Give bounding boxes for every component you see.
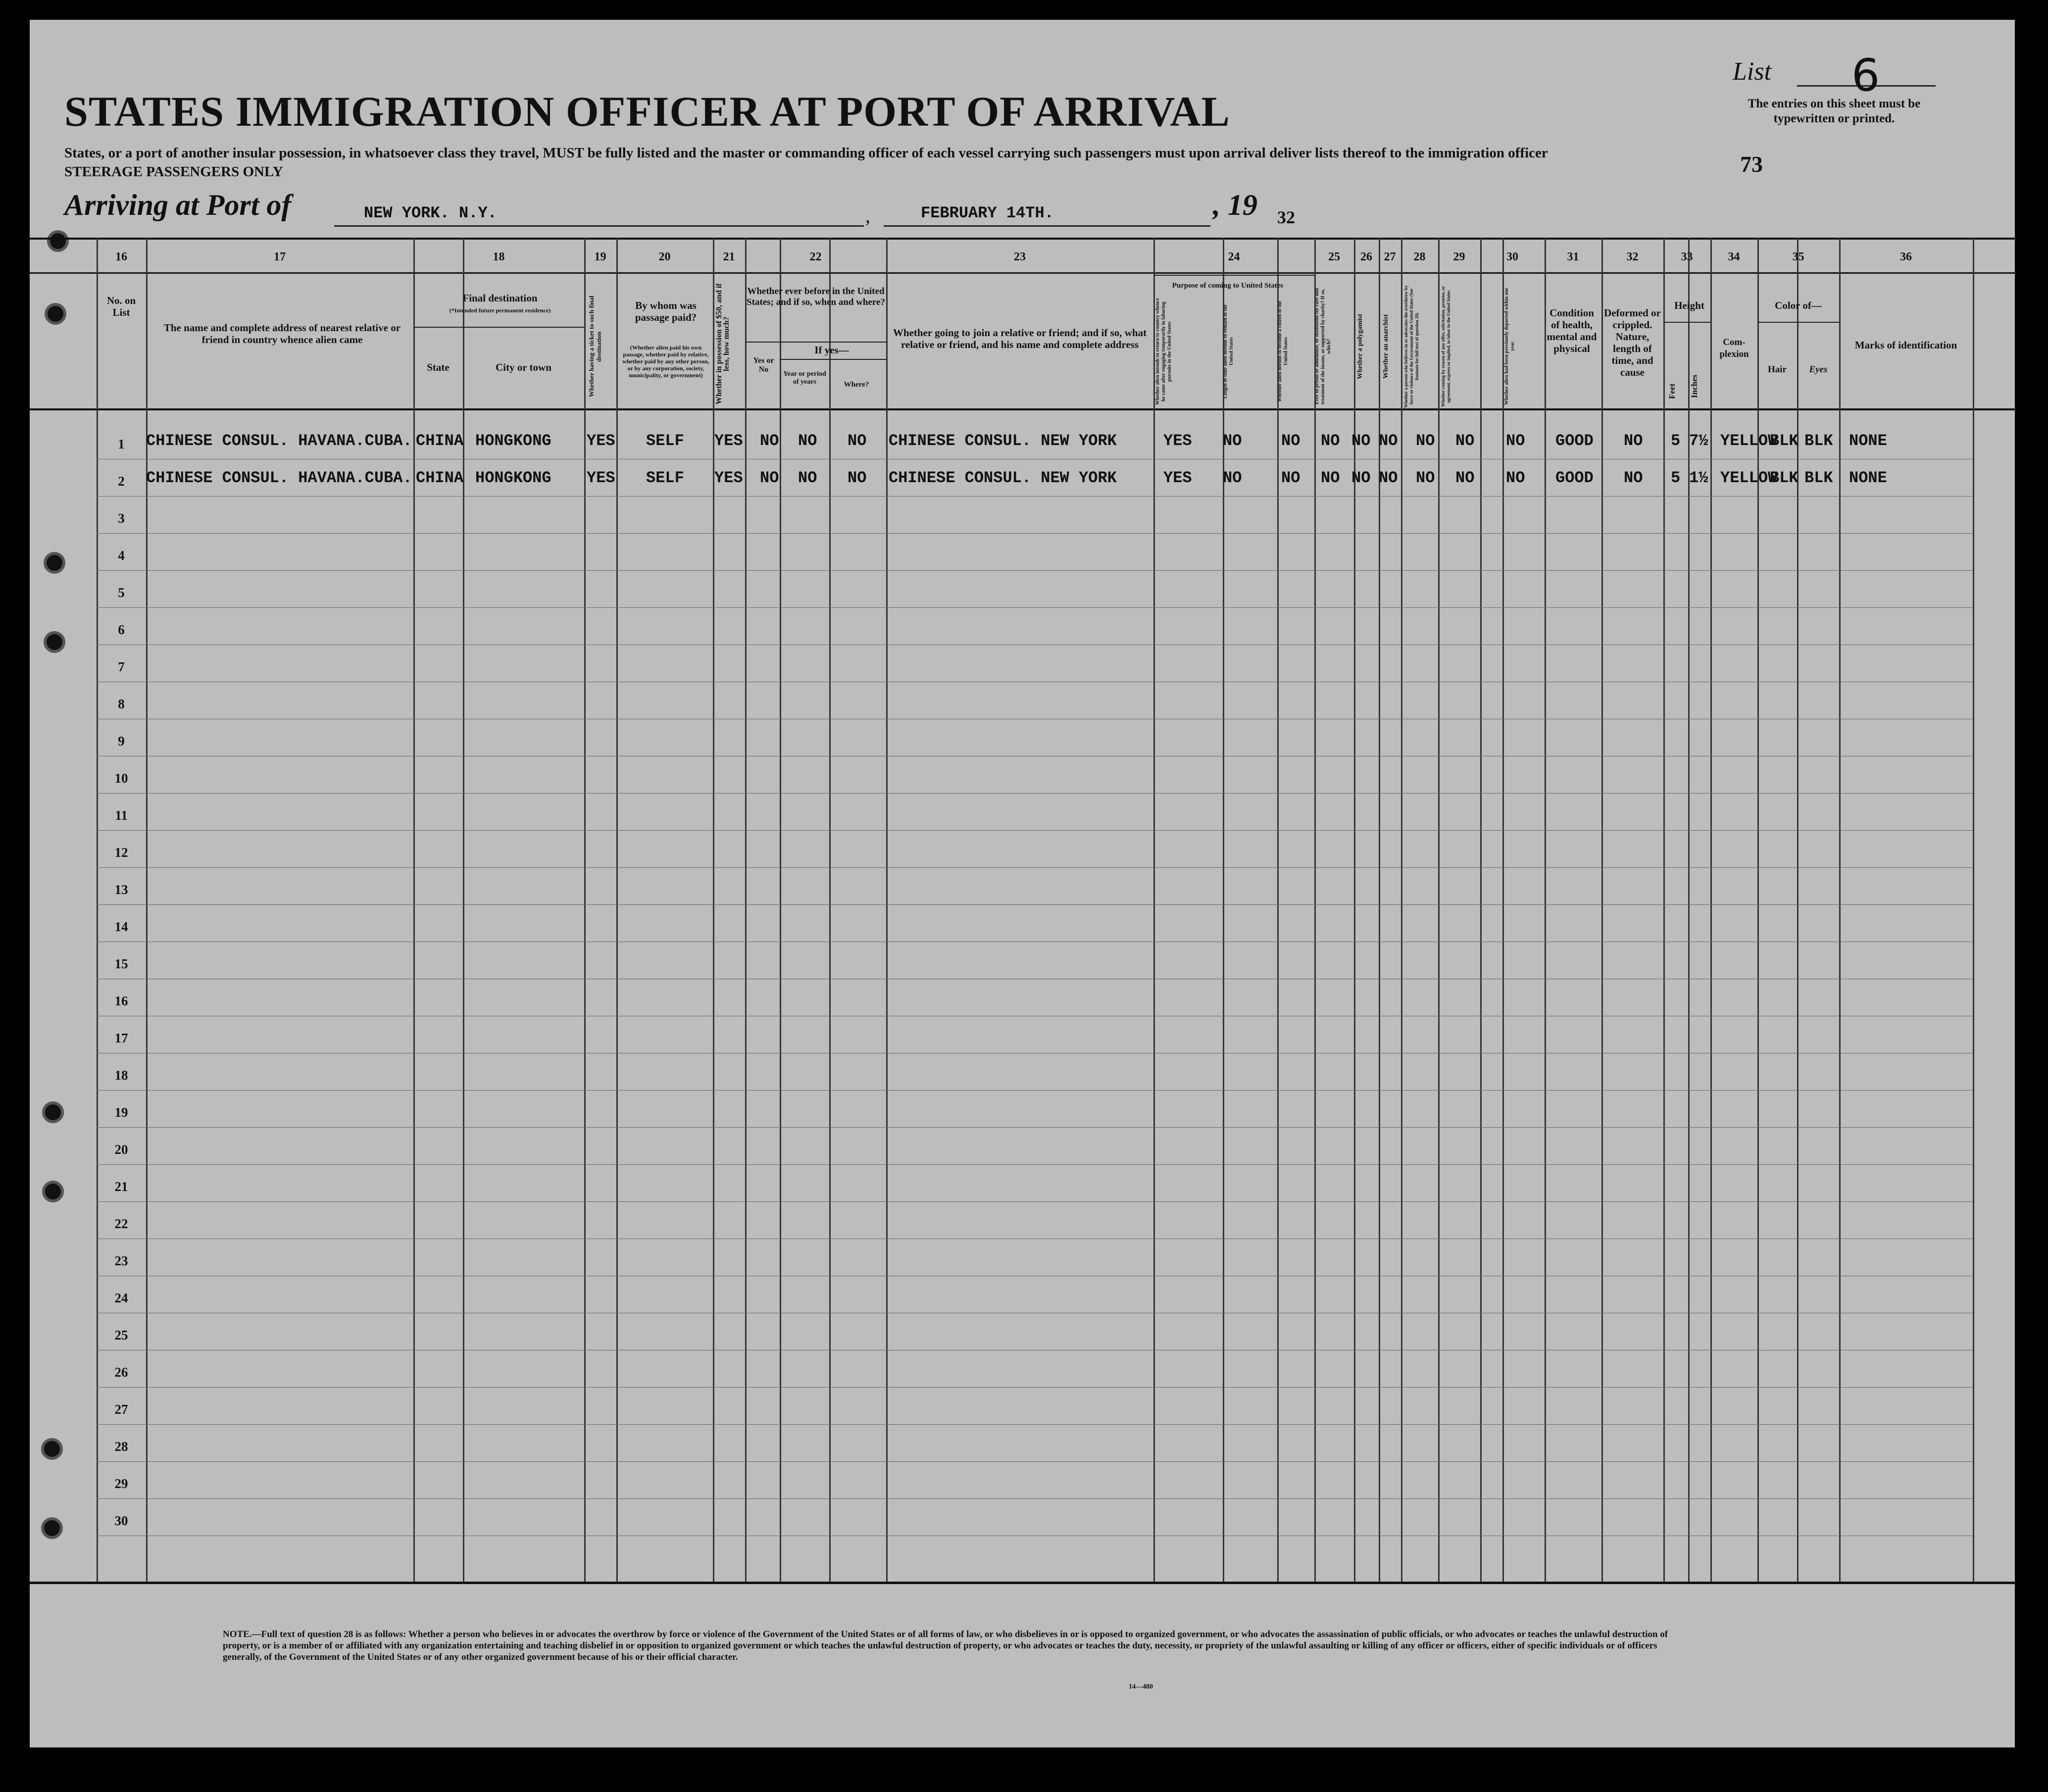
hdr-ticket: Whether having a ticket to such final destination	[588, 296, 602, 398]
column-rule	[745, 238, 747, 1582]
row-number: 23	[114, 1253, 128, 1268]
row-rule	[97, 1164, 1973, 1165]
hdr-final-destination: Final destination	[462, 292, 538, 304]
instructions-line-1: States, or a port of another insular possession, in whatsoever class they travel, MUST be fully listed and the master or commanding officer of each vessel carrying such passengers must upon arrival deliver lists thereof to the immigration officer	[64, 145, 1548, 161]
cell-marks: NONE	[1849, 432, 1887, 450]
column-number: 28	[1413, 250, 1426, 263]
column-rule	[1663, 238, 1665, 1582]
column-rule	[1153, 238, 1155, 1582]
row-rule	[97, 1201, 1973, 1202]
cell-hair: BLK	[1770, 469, 1798, 487]
row-number: 28	[114, 1439, 128, 1454]
row-number: 11	[115, 808, 128, 823]
column-rule	[1314, 238, 1316, 1582]
hdr-inches: Inches	[1690, 374, 1699, 398]
list-number: 6	[1851, 50, 1880, 101]
row-rule	[97, 830, 1973, 831]
hdr-overthrow: Whether a person who believes in or advocates the overthrow by force or violence of the Government of the United States (See footnote for full text of question 28)	[1403, 285, 1419, 408]
row-number: 15	[114, 956, 128, 971]
cell-health: GOOD	[1555, 469, 1594, 487]
row-number: 6	[118, 622, 125, 637]
cell-complexion: YELLOW	[1720, 432, 1778, 450]
hdr-purpose-return: Whether alien intends to return to country whence he came after engaging temporarily in laboring pursuits in the United States	[1155, 298, 1172, 405]
cell-deported: NO	[1506, 432, 1525, 450]
row-number: 30	[114, 1513, 128, 1528]
column-rule	[413, 238, 415, 1582]
row-rule	[97, 607, 1973, 608]
column-number: 26	[1360, 250, 1372, 263]
hdr-passage-note: (Whether alien paid his own passage, whether paid by relative, whether paid by any other person, or by any corporation, society, municipality, or government)	[622, 344, 709, 379]
row-number: 8	[118, 697, 125, 711]
header-rule-2	[30, 408, 2015, 410]
row-number: 16	[114, 994, 128, 1008]
column-rule	[1480, 238, 1482, 1582]
cell-city: HONGKONG	[475, 432, 551, 450]
form-title: STATES IMMIGRATION OFFICER AT PORT OF ARRIVAL	[64, 88, 1230, 135]
cell-nearest-relative: CHINESE CONSUL. HAVANA.CUBA.	[146, 432, 412, 450]
column-number: 35	[1792, 250, 1804, 263]
column-rule	[1973, 238, 1974, 1582]
cell-deformed: NO	[1624, 432, 1643, 450]
cell-overthrow: NO	[1416, 469, 1435, 487]
column-number: 29	[1453, 250, 1465, 263]
column-number: 25	[1328, 250, 1340, 263]
hdr-year-period: Year or period of years	[783, 370, 826, 386]
hdr-nearest-relative: The name and complete address of nearest relative or friend in country whence alien came	[163, 322, 401, 346]
list-label: List	[1733, 57, 1772, 86]
column-rule	[1839, 238, 1841, 1582]
cell-eyes: BLK	[1804, 469, 1833, 487]
cell-contract: NO	[1455, 432, 1475, 450]
hdr-intended-residence: (*Intended future permanent residence)	[449, 307, 551, 314]
arriving-label: Arriving at Port of	[64, 189, 292, 221]
hdr-feet: Feet	[1667, 383, 1677, 399]
row-number: 12	[114, 845, 128, 860]
cell-purpose-return: YES	[1163, 469, 1192, 487]
row-rule	[97, 533, 1973, 534]
column-rule	[1438, 238, 1440, 1582]
cell-health: GOOD	[1555, 432, 1594, 450]
row-number: 7	[118, 659, 125, 674]
year-suffix: 32	[1277, 207, 1295, 227]
row-number: 9	[118, 734, 125, 748]
hdr-yes-or-no: Yes or No	[753, 356, 774, 374]
cell-anarchist: NO	[1379, 432, 1398, 450]
date-underline	[884, 225, 1210, 227]
row-rule	[97, 1387, 1973, 1388]
cell-citizen: NO	[1281, 469, 1300, 487]
row-number: 25	[114, 1328, 128, 1343]
row-number: 21	[114, 1179, 128, 1194]
hdr-purpose-length: Length of time alien intends to remain in the United States	[1223, 304, 1234, 398]
port-underline	[334, 225, 864, 227]
column-rule	[1502, 238, 1504, 1582]
row-number: 2	[118, 474, 125, 489]
cell-state: CHINA	[416, 469, 464, 487]
column-rule	[780, 238, 781, 1582]
column-number: 30	[1506, 250, 1518, 263]
row-rule	[97, 904, 1973, 905]
cell-complexion: YELLOW	[1720, 469, 1778, 487]
column-number: 24	[1228, 250, 1240, 263]
column-number: 20	[658, 250, 671, 263]
cell-inches: 1½	[1689, 469, 1708, 487]
cell-deformed: NO	[1624, 469, 1643, 487]
row-number: 10	[114, 771, 128, 786]
column-rule	[1601, 238, 1603, 1582]
subheader-rule	[1757, 322, 1839, 323]
hdr-deported: Whether alien had been previously deported within one year	[1504, 288, 1515, 405]
hdr-state: State	[427, 361, 450, 373]
cell-fifty-dollars: YES	[714, 469, 743, 487]
hdr-deformed: Deformed or crippled. Nature, length of time, and cause	[1604, 307, 1661, 378]
cell-citizen: NO	[1281, 432, 1300, 450]
form-number: 14—480	[1129, 1683, 1153, 1691]
hdr-anarchist: Whether an anarchist	[1382, 314, 1390, 379]
row-number: 1	[118, 437, 125, 451]
row-rule	[97, 1498, 1973, 1499]
column-number: 21	[723, 250, 735, 263]
cell-year: NO	[798, 432, 817, 450]
row-number: 18	[114, 1068, 128, 1083]
instructions	[64, 144, 1639, 181]
year-prefix: , 19	[1213, 189, 1257, 221]
column-rule	[1401, 238, 1402, 1582]
column-number: 34	[1728, 250, 1740, 263]
subheader-rule	[1153, 275, 1314, 276]
subheader-rule	[413, 327, 584, 328]
column-rule	[829, 238, 831, 1582]
row-rule	[97, 1090, 1973, 1091]
column-number: 27	[1384, 250, 1396, 263]
column-rule	[97, 238, 98, 1582]
cell-where: NO	[848, 469, 867, 487]
column-number: 36	[1900, 250, 1912, 263]
cell-eyes: BLK	[1804, 432, 1833, 450]
cell-length: NO	[1223, 469, 1242, 487]
hdr-contract: Whether coming by reason of any offer, solicitation, promise, or agreement, express or implied, to labor in the United States	[1441, 286, 1451, 407]
cell-prison: NO	[1321, 469, 1340, 487]
row-number: 29	[114, 1476, 128, 1491]
hdr-purpose: Purpose of coming to United States	[1172, 282, 1284, 290]
cell-nearest-relative: CHINESE CONSUL. HAVANA.CUBA.	[146, 469, 412, 487]
column-rule	[584, 238, 586, 1582]
hdr-color-of: Color of—	[1775, 299, 1822, 311]
row-rule	[97, 1127, 1973, 1128]
cell-ever-before: NO	[760, 469, 779, 487]
hdr-prison: Ever in prison or almshouse, or institution for care and treatment of the insane, or supported by charity? If so, which?	[1314, 288, 1332, 405]
cell-ticket: YES	[587, 469, 615, 487]
row-number: 3	[118, 511, 125, 526]
hdr-eyes: Eyes	[1809, 364, 1828, 375]
cell-ticket: YES	[587, 432, 615, 450]
cell-joining: CHINESE CONSUL. NEW YORK	[889, 432, 1117, 450]
cell-polygamist: NO	[1351, 432, 1371, 450]
column-rule	[1545, 238, 1546, 1582]
header-rule-1	[30, 272, 2015, 274]
cell-hair: BLK	[1770, 432, 1798, 450]
cell-paid-by: SELF	[646, 469, 684, 487]
column-rule	[886, 238, 888, 1582]
cell-ever-before: NO	[760, 432, 779, 450]
hdr-marks: Marks of identification	[1854, 339, 1957, 351]
hdr-passage-paid: By whom was passage paid?	[635, 299, 697, 323]
table-bottom-rule	[30, 1582, 2015, 1584]
footnote: NOTE.—Full text of question 28 is as follows: Whether a person who believes in or advocates the overthrow by force or violence of the Government of the United States or of all forms of law, or who disbelieves in or is opposed to organized government, or who advocates the assassination of public officials, or who advocates or teaches the unlawful destruction of property, or is a member of or affiliated with any organization entertaining and teaching disbelief in or opposition to organized government or which teaches the unlawful destruction of property, or who advocates or teaches the duty, necessity, or propriety of the unlawful assaulting or killing of any officer or officers, either of specific individuals or of officers generally, of the Government of the United States or of any other organized government because of his or their official character.	[223, 1629, 1668, 1662]
subheader-rule	[745, 342, 886, 343]
column-rule	[1710, 238, 1712, 1582]
row-number: 14	[114, 919, 128, 934]
cell-length: NO	[1223, 432, 1242, 450]
cell-prison: NO	[1321, 432, 1340, 450]
row-rule	[97, 867, 1973, 868]
cell-fifty-dollars: YES	[714, 432, 743, 450]
cell-contract: NO	[1455, 469, 1475, 487]
column-number: 17	[274, 250, 286, 263]
cell-city: HONGKONG	[475, 469, 551, 487]
cell-feet: 5	[1671, 432, 1681, 450]
hdr-city: City or town	[496, 361, 551, 373]
row-number: 20	[114, 1142, 128, 1157]
hdr-join-relative: Whether going to join a relative or friend; and if so, what relative or friend, and his name and complete address	[893, 327, 1147, 350]
cell-polygamist: NO	[1351, 469, 1371, 487]
hdr-polygamist: Whether a polygamist	[1356, 314, 1364, 379]
cell-overthrow: NO	[1416, 432, 1435, 450]
column-number: 23	[1014, 250, 1026, 263]
hdr-complexion: Com- plexion	[1719, 337, 1749, 359]
hdr-purpose-citizen: Whether alien intends to become a citizen of the United States	[1277, 300, 1289, 402]
row-number: 24	[114, 1291, 128, 1305]
subheader-rule	[1663, 322, 1710, 323]
cell-where: NO	[848, 432, 867, 450]
port-value: NEW YORK. N.Y.	[364, 204, 497, 222]
handwritten-number: 73	[1740, 151, 1763, 177]
table-top-rule	[30, 238, 2015, 240]
row-rule	[97, 793, 1973, 794]
row-rule	[97, 570, 1973, 571]
column-number: 18	[493, 250, 505, 263]
hdr-no-on-list: No. on List	[106, 295, 136, 318]
column-number: 33	[1681, 250, 1693, 263]
cell-state: CHINA	[416, 432, 464, 450]
column-rule	[1277, 238, 1279, 1582]
row-rule	[97, 496, 1973, 497]
cell-joining: CHINESE CONSUL. NEW YORK	[889, 469, 1117, 487]
cell-year: NO	[798, 469, 817, 487]
row-number: 22	[114, 1216, 128, 1231]
row-number: 27	[114, 1402, 128, 1417]
row-number: 5	[118, 585, 125, 600]
row-rule	[97, 1461, 1973, 1462]
cell-paid-by: SELF	[646, 432, 684, 450]
instructions-line-2: STEERAGE PASSENGERS ONLY	[64, 164, 283, 180]
cell-anarchist: NO	[1379, 469, 1398, 487]
row-number: 13	[114, 882, 128, 897]
hdr-where: Where?	[844, 381, 869, 389]
column-number: 16	[115, 250, 127, 263]
row-rule	[97, 1424, 1973, 1425]
hdr-if-yes: If yes—	[814, 344, 849, 356]
row-number: 26	[114, 1365, 128, 1380]
comma-1: ,	[865, 204, 870, 227]
column-number: 19	[594, 250, 606, 263]
cell-inches: 7½	[1689, 432, 1708, 450]
cell-purpose-return: YES	[1163, 432, 1192, 450]
column-rule	[616, 238, 618, 1582]
row-number: 19	[114, 1105, 128, 1120]
date-value: FEBRUARY 14TH.	[921, 204, 1054, 222]
row-number: 17	[114, 1031, 128, 1045]
hdr-condition: Condition of health, mental and physical	[1547, 307, 1597, 354]
cell-feet: 5	[1671, 469, 1681, 487]
hdr-height: Height	[1674, 299, 1704, 311]
subheader-rule	[780, 359, 886, 360]
hdr-hair: Hair	[1768, 364, 1787, 375]
hdr-possession: Whether in possession of $50, and if less, how much?	[715, 283, 731, 405]
column-number: 31	[1567, 250, 1579, 263]
column-number: 32	[1626, 250, 1639, 263]
hdr-ever-before: Whether ever before in the United States; and if so, when and where?	[747, 286, 885, 307]
cell-deported: NO	[1506, 469, 1525, 487]
cell-marks: NONE	[1849, 469, 1887, 487]
row-number: 4	[118, 548, 125, 563]
column-number: 22	[809, 250, 822, 263]
typewritten-note: The entries on this sheet must be typewritten or printed.	[1748, 97, 1921, 125]
